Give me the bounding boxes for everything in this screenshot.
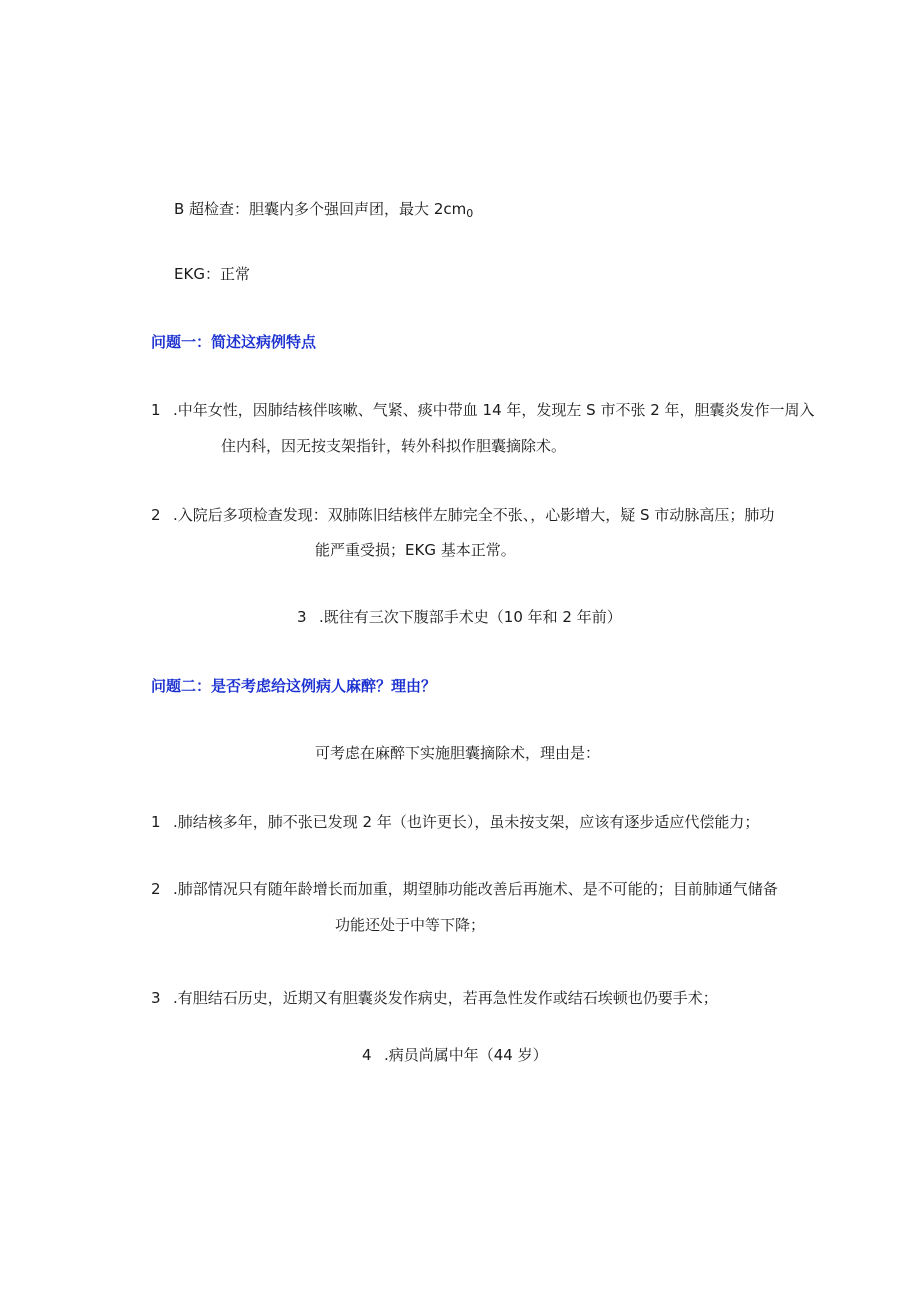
q1-item1-line2: 住内科，因无按支架指针，转外科拟作胆囊摘除术。 (221, 437, 567, 455)
b-ultrasound-text: B 超检查：胆囊内多个强回声团，最大 2cm (174, 200, 467, 218)
q1-item3-line1 (297, 607, 622, 627)
q2-item2-line1 (151, 879, 778, 899)
q2-intro: 可考虑在麻醉下实施胆囊摘除术，理由是： (315, 744, 601, 762)
b-ultrasound-suffix: 0 (466, 207, 474, 220)
q1-item2-line2: 能严重受损；EKG 基本正常。 (315, 541, 516, 559)
q2-item1-text: .肺结核多年，肺不张已发现 2 年（也许更长），虽未按支架，应该有逐步适应代偿能力； (173, 813, 760, 831)
q1-item3-number: 3 (297, 608, 307, 626)
q2-item3-line1 (151, 988, 718, 1008)
q1-item2-line1 (151, 505, 774, 525)
q2-item1-number: 1 (151, 813, 161, 831)
q2-item4-number: 4 (362, 1046, 372, 1064)
q2-item4-text: .病员尚属中年（44 岁） (384, 1046, 548, 1064)
q1-item1-text: .中年女性，因肺结核伴咳嗽、气紧、痰中带血 14 年，发现左 S 市不张 2 年，胆囊炎发作一周入 (173, 401, 815, 419)
q1-item3-text: .既往有三次下腹部手术史（10 年和 2 年前） (319, 608, 622, 626)
q2-item4-line1 (362, 1045, 548, 1065)
q1-item1-line1 (151, 400, 815, 420)
b-ultrasound-line (174, 199, 473, 224)
ekg-line: EKG：正常 (174, 265, 250, 283)
question1-heading: 问题一：简述这病例特点 (151, 333, 317, 351)
q1-item1-number: 1 (151, 401, 161, 419)
q1-item2-number: 2 (151, 506, 161, 524)
q2-item2-line2: 功能还处于中等下降； (335, 916, 486, 934)
q1-item2-text: .入院后多项检查发现：双肺陈旧结核伴左肺完全不张、，心影增大，疑 S 市动脉高压；肺功 (173, 506, 775, 524)
q2-item3-number: 3 (151, 989, 161, 1007)
q2-item2-text: .肺部情况只有随年龄增长而加重，期望肺功能改善后再施术、是不可能的；目前肺通气储备 (173, 880, 778, 898)
q2-item2-number: 2 (151, 880, 161, 898)
q2-item3-text: .有胆结石历史，近期又有胆囊炎发作病史，若再急性发作或结石埃顿也仍要手术； (173, 989, 718, 1007)
question2-heading: 问题二：是否考虑给这例病人麻醉？理由？ (151, 677, 437, 695)
q2-item1-line1 (151, 812, 759, 832)
